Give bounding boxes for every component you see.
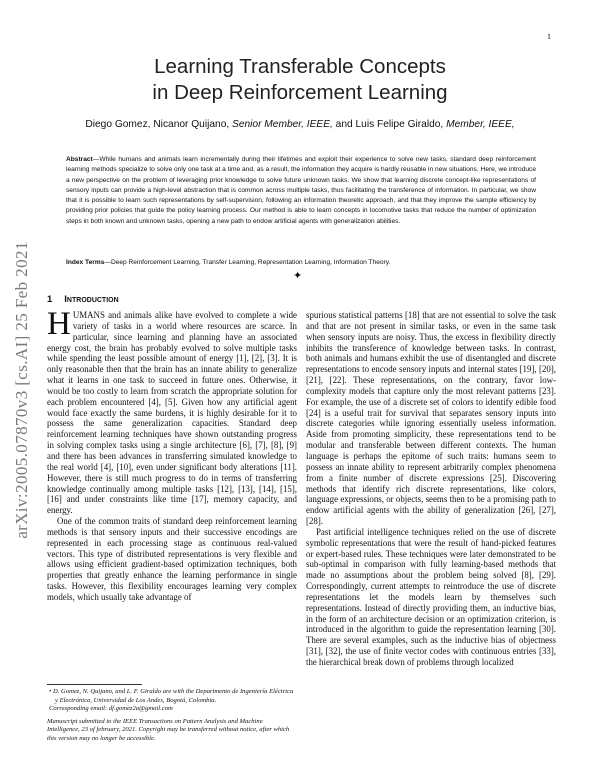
footnote-affiliation	[47, 688, 297, 714]
authors-part-a: Diego Gomez, Nicanor Quijano,	[85, 119, 233, 130]
index-terms-text: —Deep Reinforcement Learning, Transfer Learning, Representation Learning, Information Theory.	[104, 259, 391, 266]
footnote-email: Corresponding email: df.gomez2a@gmail.com	[49, 705, 173, 713]
abstract	[66, 155, 536, 227]
intro-paragraph-4: Past artificial intelligence techniques relied on the use of discrete symbolic representations that were the result of hand-picked features or expert-based rules. These techniques were later demonstrated to be sub-optimal in comparison with fully learning-based methods that made no assumptions about the problem being solved [8], [29]. Correspondingly, current attempts to reintroduce the use of discrete representations let the models learn by themselves such representations. Instead of directly providing them, an inductive bias, in the form of an architecture decision or an optimization criterion, is introduced in the algorithm to guide the representation learning [30]. There are several examples, such as the inductive bias of objectness [31], [32], the use of finite vector codes with continuous entries [33], the hierarchical break down of problems through localized	[306, 526, 556, 667]
index-terms-label: Index Terms	[66, 259, 105, 266]
index-terms	[66, 258, 536, 268]
separator-diamond-icon: ✦	[293, 269, 303, 282]
section-number: 1	[47, 294, 53, 305]
authors-part-d: Member, IEEE,	[446, 119, 515, 130]
left-column	[47, 306, 297, 603]
title-line-1: Learning Transferable Concepts	[154, 55, 446, 78]
intro-paragraph-1	[47, 306, 297, 516]
intro-small-caps: UMANS	[72, 310, 105, 320]
paper-title	[70, 54, 530, 106]
footnote-manuscript: Manuscript submitted to the IEEE Transactions on Pattern Analysis and Machine Intelligence, 23 of february, 2021. Copyright may be transferred without notice, after which this version may no longer be accessible.	[47, 717, 290, 742]
section-heading	[47, 294, 119, 305]
authors-part-c: and Luis Felipe Giraldo,	[332, 119, 447, 130]
footnotes	[47, 688, 297, 744]
drop-cap: H	[47, 306, 71, 342]
footnote-affiliation-text: • D. Gomez, N. Quijano, and L. F. Giraldo are with the Departmento de Ingeniería Eléctrica y Electrónica, Universidad de Los Andes, Bogotá, Colombia.	[49, 688, 294, 704]
arxiv-identifier: arXiv:2005.07870v3 [cs.AI] 25 Feb 2021	[12, 241, 31, 539]
author-list	[56, 119, 544, 130]
authors-part-b: Senior Member, IEEE,	[232, 119, 333, 130]
abstract-text: —While humans and animals learn incrementally during their lifetimes and exploit their experience to solve new tasks, standard deep reinforcement learning methods specialize to solve only one task at a time and, as a result, the information they acquire is hardly reusable in new situations. Here, we introduce a new perspective on the problem of leveraging prior knowledge to solve future unknown tasks. We show that learning discrete concept-like representations of sensory inputs can provide a high-level abstraction that is common across multiple tasks, thus facilitating the transference of information. In particular, we show that it is possible to learn such representations by self-supervision, following an information theoretic approach, and that they improve the sample efficiency by providing prior policies that guide the policy learning process. Our method is able to learn concepts in locomotive tasks that reduce the number of optimization steps in both known and unknown tasks, opening a new path to endow artificial agents with generalization abilities.	[66, 156, 536, 225]
page-number: 1	[547, 32, 551, 41]
section-title: Introduction	[64, 294, 119, 305]
title-line-2: in Deep Reinforcement Learning	[152, 81, 448, 104]
right-column	[306, 310, 556, 668]
abstract-label: Abstract	[66, 156, 93, 163]
intro-paragraph-1-text: and animals alike have evolved to complete a wide variety of tasks in a world where resources are scarce. In particular, since learning and planning have an associated energy cost, the brain has probably evolved to solve multiple tasks while spending the least possible amount of energy [1], [2], [3]. It is only reasonable then that the brain has an innate ability to generalize what it learns in one task to succeed in future ones. Otherwise, it would be too costly to learn from scratch the appropriate solution for each problem encountered [4], [5]. Given how any artificial agent would face exactly the same burdens, it is highly desirable for it to possess the same generalization capacities. Standard deep reinforcement learning techniques have shown outstanding progress in solving complex tasks using a single architecture [6], [7], [8], [9] and there has been advances in transferring simulated knowledge to the real world [4], [10], even under significant body alterations [11]. However, there is still much progress to do in terms of transferring knowledge continually among multiple tasks [12], [13], [14], [15], [16] and under constraints like time [17], memory capacity, and energy.	[47, 310, 297, 516]
footnote-rule	[47, 684, 142, 685]
intro-paragraph-3: spurious statistical patterns [18] that are not essential to solve the task and that are not present in similar tasks, or even in the same task when sensory inputs are noisy. Thus, the excess in flexibility directly inhibits the transference of knowledge between tasks. In contrast, both animals and humans exhibit the use of disentangled and discrete representations to encode sensory inputs and internal states [19], [20], [21], [22]. These representations, on the contrary, favor low-complexity models that capture only the most relevant patterns [23]. For example, the use of a discrete set of colors to identify edible food [24] is a useful trait for survival that separates sensory inputs into discrete categories while ignoring essentially useless information. Aside from promoting simplicity, these representations tend to be modular and transferable between different contexts. The human language is perhaps the epitome of such traits: humans seem to possess an innate ability to represent arbitrarily complex phenomena from a finite number of discrete expressions [25]. Discovering methods that identify rich discrete representations, like colors, language expressions, or objects, seems then to be a promising path to endow artificial agents with the ability of generalization [26], [27], [28].	[306, 310, 556, 527]
intro-paragraph-2: One of the common traits of standard deep reinforcement learning methods is that sensory inputs and their successive encodings are represented in each processing stage as continuous real-valued vectors. This type of distributed representations is very flexible and allows using efficient gradient-based optimization techniques, both properties that greatly enhance the learning performance in single tasks. However, this flexibility encourages learning very complex models, which usually take advantage of	[47, 516, 297, 602]
